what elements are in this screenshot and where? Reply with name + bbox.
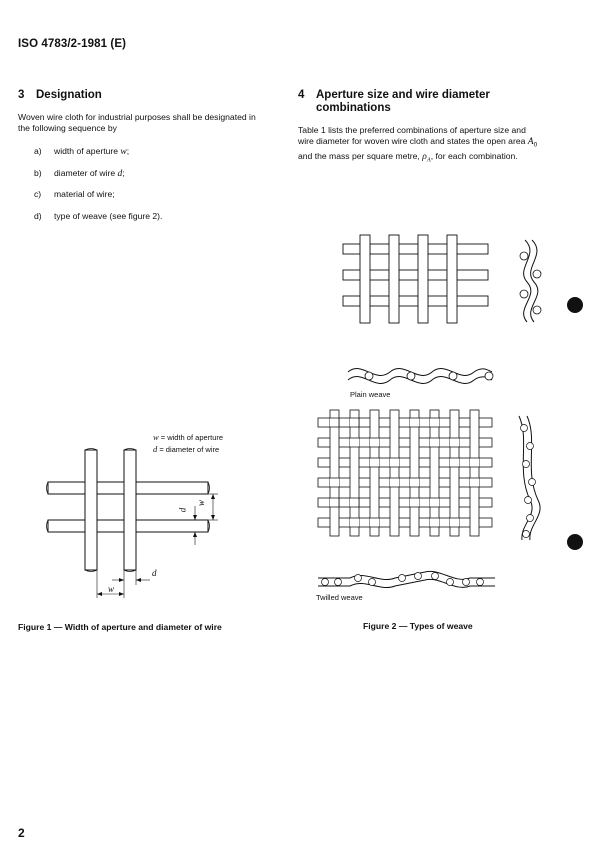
fig1-legend-d-symbol: d — [153, 444, 158, 454]
section-4-title-line1: Aperture size and wire diameter — [316, 89, 490, 101]
section-4-line3-text: and the mass per square metre, — [298, 150, 423, 161]
twilled-weave-wire — [470, 410, 479, 536]
section-3-title: Designation — [36, 89, 102, 101]
section-4-line3-tail: , for each combination. — [430, 150, 518, 161]
list-item-b-symbol: d — [117, 169, 123, 179]
section-3-intro-line2: the following sequence by — [18, 123, 117, 133]
list-item-b-label: b) — [34, 168, 42, 178]
mass-subscript: A — [426, 156, 431, 164]
fig1-legend-w-symbol: w — [153, 432, 159, 442]
section-3-intro-line1: Woven wire cloth for industrial purposes shall be designated in — [18, 112, 256, 122]
list-item-b-tail: ; — [122, 168, 125, 178]
fig1-legend-w-text: = width of aperture — [158, 433, 224, 442]
section-4-line2-text: wire diameter for woven wire cloth and states the open area — [298, 136, 528, 146]
section-3-number: 3 — [18, 89, 25, 101]
list-item-d-text: type of weave (see figure 2). — [54, 211, 163, 221]
document-id: ISO 4783/2-1981 (E) — [18, 38, 127, 50]
section-4-number: 4 — [298, 89, 305, 101]
fig1-dim-w-label: w — [108, 584, 115, 594]
mass-symbol: ρ — [422, 151, 427, 162]
twilled-weave-wire — [318, 518, 492, 527]
twilled-weave-wire — [410, 410, 419, 536]
fig1-dim-d-label: d — [152, 568, 157, 578]
twilled-weave-wire — [390, 410, 399, 536]
open-area-subscript: 0 — [533, 141, 538, 149]
list-item-a-label: a) — [34, 146, 42, 156]
list-item-a-tail: ; — [126, 146, 130, 156]
list-item-a-symbol: w — [120, 147, 127, 157]
twilled-weave-wire — [430, 410, 439, 536]
fig1-dim-w-vertical-label: w — [196, 499, 207, 507]
twilled-weave-wire — [318, 458, 492, 467]
list-item-d-label: d) — [34, 211, 42, 221]
list-item-b-text: diameter of wire — [54, 168, 118, 178]
twilled-weave-wire — [450, 410, 459, 536]
list-item-c-text: material of wire; — [54, 189, 115, 199]
list-item-c-label: c) — [34, 189, 42, 199]
plain-weave-label: Plain weave — [350, 390, 391, 399]
fig1-dim-d-vertical-label: d — [177, 507, 188, 513]
section-4-line1: Table 1 lists the preferred combinations of aperture size and — [298, 125, 526, 135]
twilled-weave-wire — [370, 410, 379, 536]
list-item-a-text: width of aperture — [54, 146, 121, 156]
fig1-legend-d-text: = diameter of wire — [157, 445, 220, 454]
page-number: 2 — [18, 826, 25, 840]
twilled-weave-wire — [318, 438, 492, 447]
figure-2-caption: Figure 2 — Types of weave — [363, 621, 473, 631]
twilled-weave-label: Twilled weave — [316, 593, 363, 602]
section-4-title-line2: combinations — [316, 102, 391, 114]
twilled-weave-wire — [330, 410, 339, 536]
twilled-weave-wire — [350, 410, 359, 536]
figure-1-caption: Figure 1 — Width of aperture and diameter of wire — [18, 622, 222, 632]
twilled-weave-wire — [318, 418, 492, 427]
twilled-weave-wire — [318, 478, 492, 487]
twilled-weave-wire — [318, 498, 492, 507]
open-area-symbol: A — [527, 137, 534, 147]
